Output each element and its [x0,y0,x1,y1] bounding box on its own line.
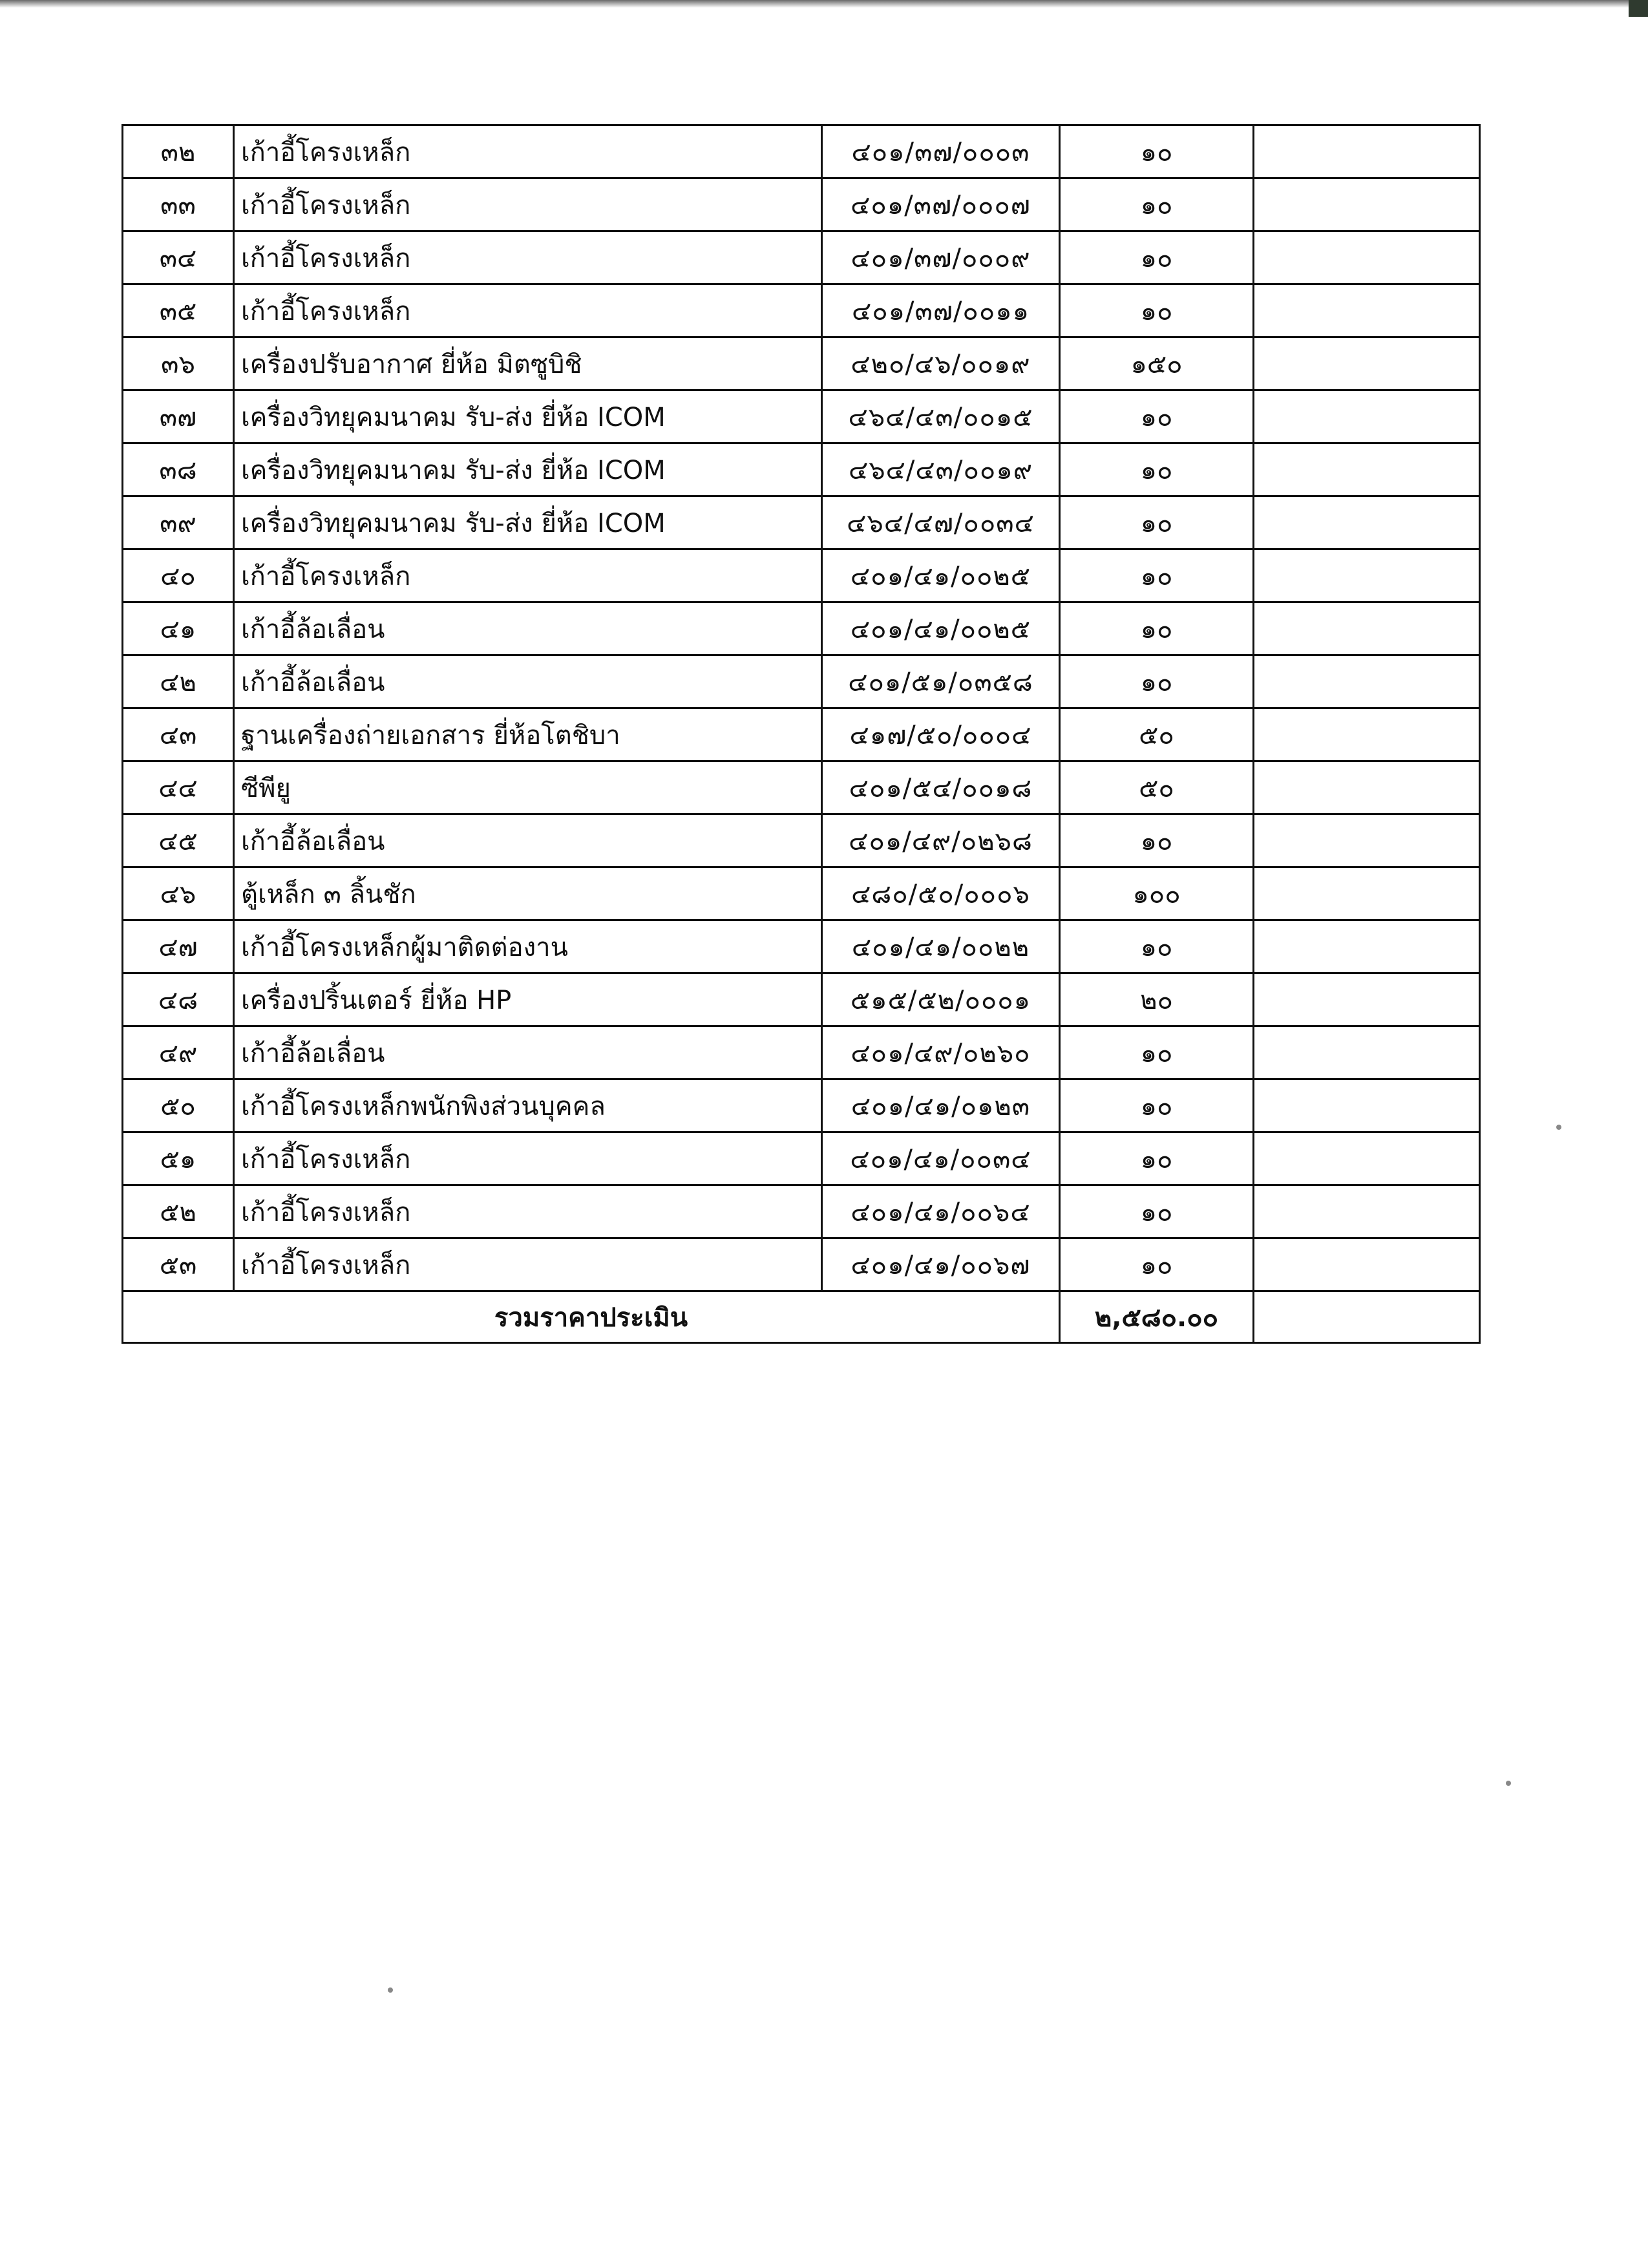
asset-code-cell: ๔๐๑/๓๗/๐๐๐๙ [822,231,1060,284]
item-number-cell: ๓๗ [123,390,234,443]
item-name-cell: เก้าอี้ล้อเลื่อน [234,814,822,867]
asset-code-cell: ๔๐๑/๓๗/๐๐๐๓ [822,125,1060,178]
remarks-cell [1254,1026,1480,1079]
item-name-cell: เก้าอี้ล้อเลื่อน [234,1026,822,1079]
appraised-price-cell: ๑๐ [1060,920,1254,973]
item-number-cell: ๔๕ [123,814,234,867]
asset-code-cell: ๔๐๑/๔๑/๐๑๒๓ [822,1079,1060,1132]
appraised-price-cell: ๑๐ [1060,125,1254,178]
item-name-cell: เก้าอี้โครงเหล็ก [234,1185,822,1238]
asset-table-body [123,125,1480,1343]
remarks-cell [1254,1079,1480,1132]
appraised-price-cell: ๑๐ [1060,178,1254,231]
remarks-cell [1254,1238,1480,1291]
table-row [123,390,1480,443]
item-name-cell: เครื่องวิทยุคมนาคม รับ-ส่ง ยี่ห้อ ICOM [234,390,822,443]
item-number-cell: ๓๒ [123,125,234,178]
item-name-cell: เครื่องวิทยุคมนาคม รับ-ส่ง ยี่ห้อ ICOM [234,443,822,496]
table-row [123,602,1480,655]
table-row [123,1238,1480,1291]
table-row [123,125,1480,178]
remarks-cell [1254,178,1480,231]
asset-code-cell: ๔๐๑/๔๑/๐๐๒๕ [822,602,1060,655]
table-row [123,284,1480,337]
item-number-cell: ๔๑ [123,602,234,655]
appraised-price-cell: ๑๐ [1060,231,1254,284]
remarks-cell [1254,549,1480,602]
item-name-cell: เก้าอี้โครงเหล็ก [234,178,822,231]
item-name-cell: เก้าอี้ล้อเลื่อน [234,655,822,708]
asset-code-cell: ๕๑๕/๕๒/๐๐๐๑ [822,973,1060,1026]
appraised-price-cell: ๑๐ [1060,1132,1254,1185]
item-number-cell: ๔๐ [123,549,234,602]
appraised-price-cell: ๑๐ [1060,284,1254,337]
table-row [123,655,1480,708]
item-name-cell: เครื่องปรับอากาศ ยี่ห้อ มิตซูบิชิ [234,337,822,390]
item-number-cell: ๓๓ [123,178,234,231]
item-name-cell: ตู้เหล็ก ๓ ลิ้นชัก [234,867,822,920]
appraised-price-cell: ๒๐ [1060,973,1254,1026]
asset-code-cell: ๔๖๔/๔๗/๐๐๓๔ [822,496,1060,549]
asset-code-cell: ๔๐๑/๔๙/๐๒๖๘ [822,814,1060,867]
item-number-cell: ๕๒ [123,1185,234,1238]
item-name-cell: เครื่องปริ้นเตอร์ ยี่ห้อ HP [234,973,822,1026]
asset-code-cell: ๔๐๑/๔๑/๐๐๒๒ [822,920,1060,973]
item-name-cell: เก้าอี้โครงเหล็กพนักพิงส่วนบุคคล [234,1079,822,1132]
remarks-cell [1254,231,1480,284]
appraised-price-cell: ๑๐ [1060,443,1254,496]
item-name-cell: เก้าอี้โครงเหล็ก [234,1238,822,1291]
item-number-cell: ๓๕ [123,284,234,337]
remarks-cell [1254,602,1480,655]
asset-code-cell: ๔๘๐/๕๐/๐๐๐๖ [822,867,1060,920]
appraised-price-cell: ๑๐ [1060,496,1254,549]
remarks-cell [1254,655,1480,708]
item-number-cell: ๕๑ [123,1132,234,1185]
remarks-cell [1254,920,1480,973]
item-number-cell: ๕๐ [123,1079,234,1132]
item-name-cell: เก้าอี้โครงเหล็ก [234,1132,822,1185]
table-row [123,1185,1480,1238]
remarks-cell [1254,390,1480,443]
remarks-cell [1254,284,1480,337]
item-name-cell: เครื่องวิทยุคมนาคม รับ-ส่ง ยี่ห้อ ICOM [234,496,822,549]
table-row [123,496,1480,549]
table-row [123,231,1480,284]
table-row [123,1026,1480,1079]
remarks-cell [1254,1132,1480,1185]
asset-code-cell: ๔๖๔/๔๓/๐๐๑๕ [822,390,1060,443]
appraised-price-cell: ๑๐ [1060,1238,1254,1291]
asset-code-cell: ๔๐๑/๓๗/๐๐๑๑ [822,284,1060,337]
item-number-cell: ๔๓ [123,708,234,761]
remarks-cell [1254,761,1480,814]
appraised-price-cell: ๑๐ [1060,1026,1254,1079]
item-name-cell: เก้าอี้โครงเหล็กผู้มาติดต่องาน [234,920,822,973]
appraised-price-cell: ๑๐ [1060,549,1254,602]
appraised-price-cell: ๑๐๐ [1060,867,1254,920]
item-number-cell: ๓๖ [123,337,234,390]
table-row [123,708,1480,761]
total-value: ๒,๕๘๐.๐๐ [1060,1291,1254,1343]
appraised-price-cell: ๑๐ [1060,814,1254,867]
remarks-cell [1254,973,1480,1026]
table-row [123,1079,1480,1132]
appraised-price-cell: ๕๐ [1060,761,1254,814]
asset-code-cell: ๔๐๑/๔๑/๐๐๓๔ [822,1132,1060,1185]
asset-code-cell: ๔๒๐/๔๖/๐๐๑๙ [822,337,1060,390]
item-number-cell: ๔๘ [123,973,234,1026]
item-name-cell: เก้าอี้โครงเหล็ก [234,231,822,284]
asset-code-cell: ๔๐๑/๔๑/๐๐๒๕ [822,549,1060,602]
item-name-cell: เก้าอี้โครงเหล็ก [234,284,822,337]
remarks-cell [1254,443,1480,496]
table-row [123,761,1480,814]
asset-code-cell: ๔๖๔/๔๓/๐๐๑๙ [822,443,1060,496]
item-name-cell: ซีพียู [234,761,822,814]
asset-code-cell: ๔๐๑/๓๗/๐๐๐๗ [822,178,1060,231]
item-name-cell: เก้าอี้โครงเหล็ก [234,549,822,602]
item-number-cell: ๓๘ [123,443,234,496]
item-number-cell: ๔๖ [123,867,234,920]
item-number-cell: ๔๒ [123,655,234,708]
asset-code-cell: ๔๐๑/๕๔/๐๐๑๘ [822,761,1060,814]
asset-table [121,124,1481,1344]
total-label: รวมราคาประเมิน [123,1291,1060,1343]
scan-speck [388,1987,393,1993]
table-row [123,549,1480,602]
item-name-cell: เก้าอี้โครงเหล็ก [234,125,822,178]
asset-code-cell: ๔๐๑/๔๑/๐๐๖๗ [822,1238,1060,1291]
remarks-cell [1254,125,1480,178]
total-row [123,1291,1480,1343]
remarks-cell [1254,814,1480,867]
scan-corner-mark [1629,0,1648,17]
appraised-price-cell: ๑๐ [1060,1185,1254,1238]
item-number-cell: ๓๙ [123,496,234,549]
item-name-cell: เก้าอี้ล้อเลื่อน [234,602,822,655]
scan-speck [1556,1125,1561,1130]
appraised-price-cell: ๑๐ [1060,655,1254,708]
remarks-cell [1254,337,1480,390]
table-row [123,178,1480,231]
asset-code-cell: ๔๐๑/๔๙/๐๒๖๐ [822,1026,1060,1079]
appraised-price-cell: ๑๐ [1060,602,1254,655]
item-number-cell: ๓๔ [123,231,234,284]
item-number-cell: ๕๓ [123,1238,234,1291]
table-row [123,337,1480,390]
item-number-cell: ๔๗ [123,920,234,973]
appraised-price-cell: ๑๐ [1060,1079,1254,1132]
appraised-price-cell: ๕๐ [1060,708,1254,761]
remarks-cell [1254,496,1480,549]
table-row [123,920,1480,973]
item-name-cell: ฐานเครื่องถ่ายเอกสาร ยี่ห้อโตชิบา [234,708,822,761]
appraised-price-cell: ๑๕๐ [1060,337,1254,390]
asset-code-cell: ๔๐๑/๔๑/๐๐๖๔ [822,1185,1060,1238]
total-note [1254,1291,1480,1343]
remarks-cell [1254,867,1480,920]
table-row [123,867,1480,920]
remarks-cell [1254,708,1480,761]
asset-table-container [121,124,1479,1344]
scan-speck [1506,1781,1511,1786]
item-number-cell: ๔๙ [123,1026,234,1079]
item-number-cell: ๔๔ [123,761,234,814]
remarks-cell [1254,1185,1480,1238]
asset-code-cell: ๔๑๗/๕๐/๐๐๐๔ [822,708,1060,761]
appraised-price-cell: ๑๐ [1060,390,1254,443]
scan-top-edge [0,0,1648,8]
table-row [123,1132,1480,1185]
table-row [123,443,1480,496]
table-row [123,973,1480,1026]
table-row [123,814,1480,867]
asset-code-cell: ๔๐๑/๕๑/๐๓๕๘ [822,655,1060,708]
